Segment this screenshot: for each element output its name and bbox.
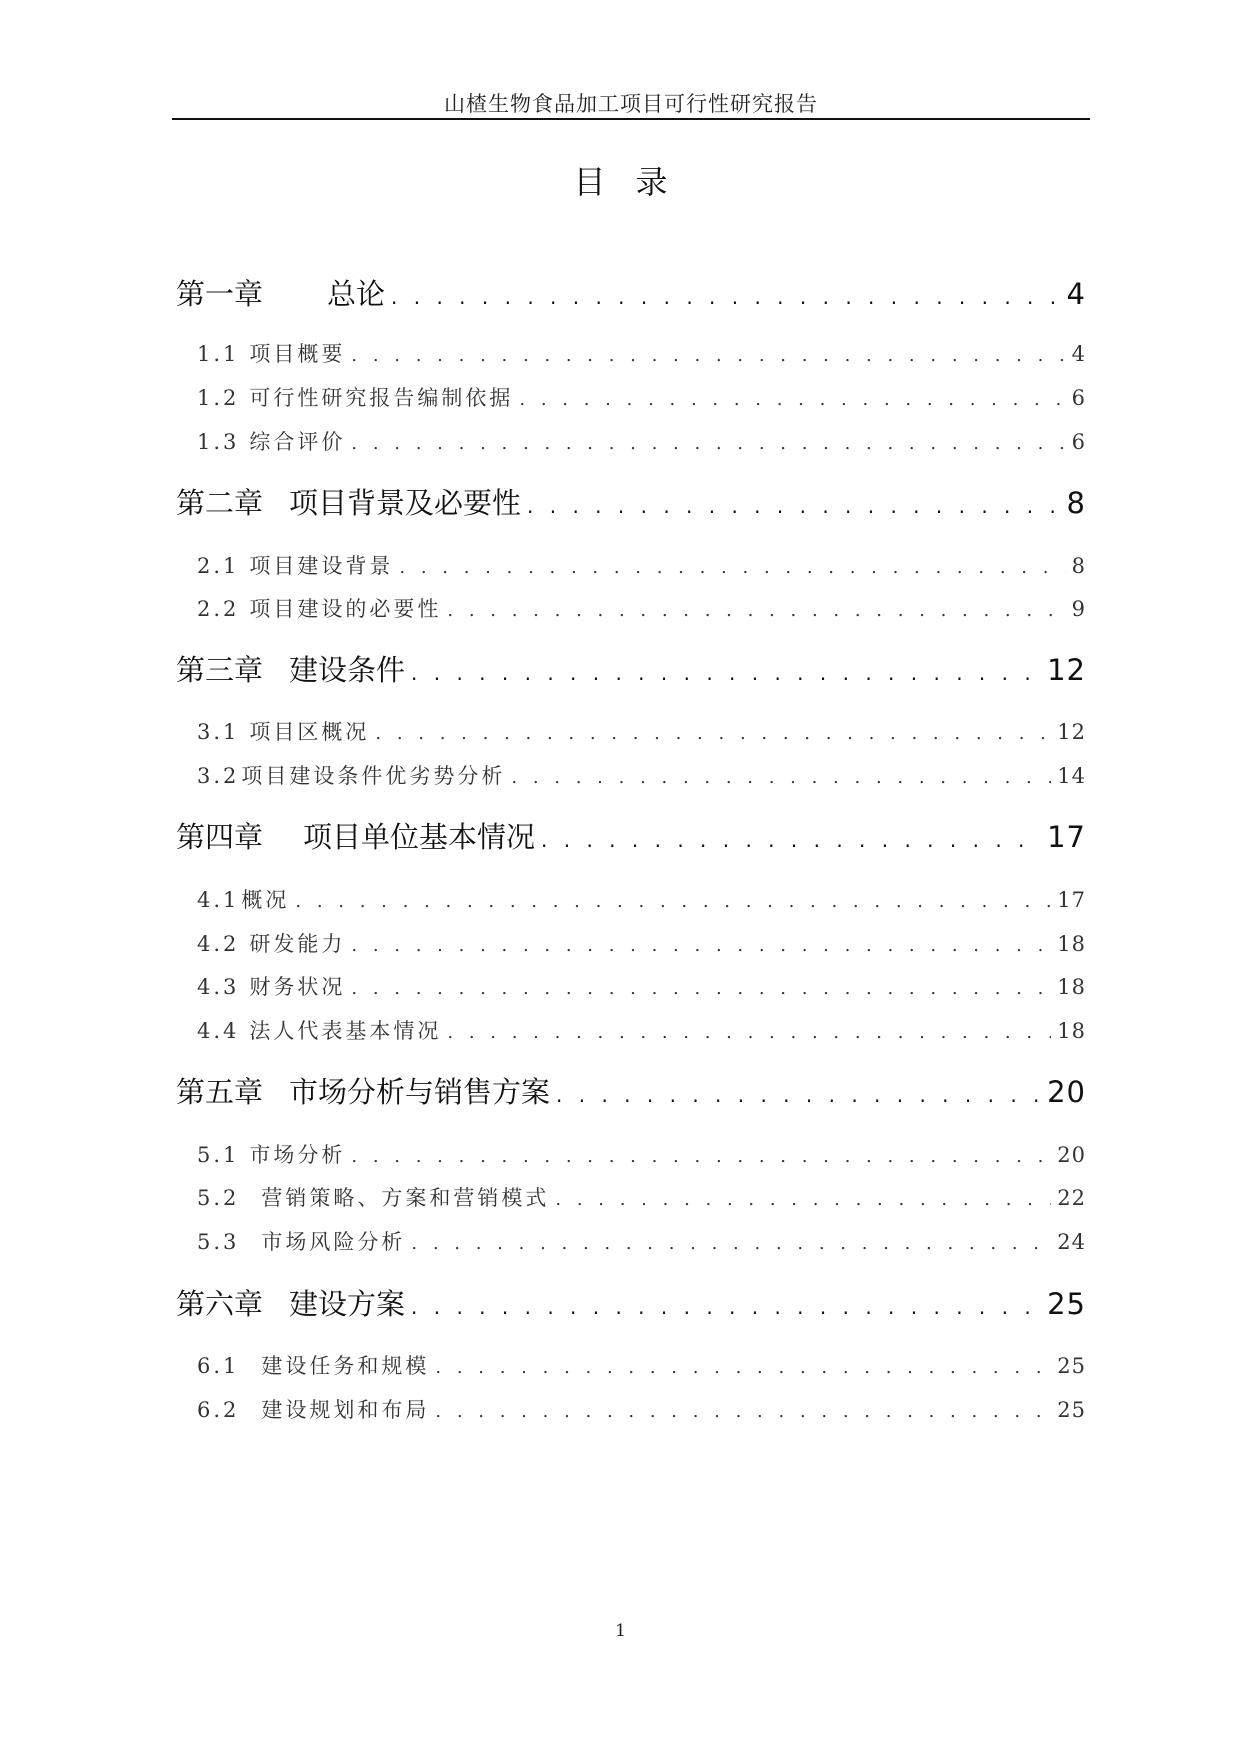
page-number: 18	[1057, 932, 1086, 956]
toc-section-entry[interactable]	[197, 1139, 1086, 1169]
dot-leader	[519, 389, 1065, 410]
section-number: 3.1	[197, 720, 240, 744]
chapter-title: 项目单位基本情况	[303, 820, 536, 854]
section-number: 5.1	[197, 1143, 240, 1167]
page-number: 25	[1057, 1398, 1086, 1422]
toc-chapter-entry[interactable]	[176, 481, 1086, 521]
toc-section-entry[interactable]	[197, 716, 1086, 746]
section-title: 法人代表基本情况	[249, 1019, 442, 1043]
section-title: 项目概要	[249, 342, 346, 366]
chapter-title: 建设条件	[289, 653, 406, 687]
section-title: 市场分析	[249, 1143, 346, 1167]
section-title: 建设任务和规模	[261, 1354, 430, 1378]
toc-chapter-entry[interactable]	[176, 648, 1086, 688]
dot-leader	[351, 935, 1051, 956]
dot-leader	[351, 1146, 1051, 1167]
section-number: 6.1	[197, 1354, 240, 1378]
chapter-title: 项目背景及必要性	[289, 486, 522, 520]
section-number: 4.1	[197, 888, 240, 912]
dot-leader	[351, 345, 1065, 366]
section-number: 5.2	[197, 1186, 240, 1210]
dot-leader	[351, 978, 1051, 999]
dot-leader	[435, 1357, 1051, 1378]
toc-section-entry[interactable]	[197, 1394, 1086, 1424]
page-number: 24	[1057, 1230, 1086, 1254]
page-number: 6	[1071, 386, 1086, 410]
page-number: 12	[1057, 720, 1086, 744]
dot-leader	[391, 285, 1061, 309]
page-number: 8	[1071, 554, 1086, 578]
page-number: 6	[1071, 430, 1086, 454]
page-number: 18	[1057, 1019, 1086, 1043]
dot-leader	[411, 1295, 1041, 1319]
section-number: 1.2	[197, 386, 240, 410]
page-number: 17	[1057, 888, 1086, 912]
page-number: 20	[1047, 1075, 1086, 1109]
section-title: 研发能力	[249, 932, 346, 956]
footer-page-number: 1	[615, 1621, 626, 1641]
section-number: 1.1	[197, 342, 240, 366]
header-divider	[172, 118, 1090, 120]
page-number: 17	[1047, 820, 1086, 854]
toc-section-entry[interactable]	[197, 884, 1086, 914]
page-number: 25	[1047, 1287, 1086, 1321]
page-number: 4	[1066, 277, 1086, 311]
section-number: 3.2	[197, 764, 240, 788]
section-number: 4.4	[197, 1019, 240, 1043]
page-number: 14	[1057, 764, 1086, 788]
toc-section-entry[interactable]	[197, 1015, 1086, 1045]
section-title: 可行性研究报告编制依据	[249, 386, 514, 410]
section-title: 财务状况	[249, 975, 346, 999]
dot-leader	[411, 1233, 1051, 1254]
chapter-number: 第三章	[176, 653, 264, 687]
section-number: 1.3	[197, 430, 240, 454]
dot-leader	[399, 557, 1065, 578]
section-title: 项目建设条件优劣势分析	[241, 764, 506, 788]
page-number: 12	[1047, 653, 1086, 687]
page-number: 25	[1057, 1354, 1086, 1378]
page-number: 18	[1057, 975, 1086, 999]
chapter-title: 建设方案	[289, 1287, 406, 1321]
toc-section-entry[interactable]	[197, 1226, 1086, 1256]
dot-leader	[447, 1022, 1051, 1043]
dot-leader	[541, 828, 1041, 852]
chapter-number: 第二章	[176, 486, 264, 520]
page-number: 9	[1071, 597, 1086, 621]
section-title: 建设规划和布局	[261, 1398, 430, 1422]
page-number: 8	[1066, 486, 1086, 520]
toc-chapter-entry[interactable]	[176, 272, 1086, 312]
section-number: 5.3	[197, 1230, 240, 1254]
toc-section-entry[interactable]	[197, 1182, 1086, 1212]
toc-section-entry[interactable]	[197, 426, 1086, 456]
toc-section-entry[interactable]	[197, 928, 1086, 958]
section-number: 4.3	[197, 975, 240, 999]
toc-section-entry[interactable]	[197, 550, 1086, 580]
toc-section-entry[interactable]	[197, 971, 1086, 1001]
running-header-title: 山楂生物食品加工项目可行性研究报告	[444, 92, 818, 116]
toc-title: 目录	[573, 163, 698, 201]
section-title: 项目建设背景	[249, 554, 394, 578]
dot-leader	[295, 891, 1051, 912]
section-title: 综合评价	[249, 430, 346, 454]
chapter-number: 第四章	[176, 820, 264, 854]
dot-leader	[351, 433, 1065, 454]
dot-leader	[511, 767, 1051, 788]
toc-section-entry[interactable]	[197, 338, 1086, 368]
chapter-number: 第六章	[176, 1287, 264, 1321]
chapter-number: 第五章	[176, 1075, 264, 1109]
section-title: 营销策略、方案和营销模式	[261, 1186, 550, 1210]
section-title: 项目建设的必要性	[249, 597, 442, 621]
toc-chapter-entry[interactable]	[176, 1070, 1086, 1110]
section-number: 4.2	[197, 932, 240, 956]
section-title: 项目区概况	[249, 720, 370, 744]
section-title: 概况	[241, 888, 290, 912]
chapter-title: 市场分析与销售方案	[289, 1075, 551, 1109]
dot-leader	[447, 600, 1065, 621]
dot-leader	[411, 661, 1041, 685]
chapter-title: 总论	[327, 277, 386, 311]
toc-section-entry[interactable]	[197, 593, 1086, 623]
dot-leader	[435, 1401, 1051, 1422]
dot-leader	[555, 1189, 1051, 1210]
page-number: 22	[1057, 1186, 1086, 1210]
page-number: 4	[1071, 342, 1086, 366]
dot-leader	[527, 494, 1061, 518]
chapter-number: 第一章	[176, 277, 264, 311]
dot-leader	[375, 723, 1051, 744]
dot-leader	[556, 1083, 1041, 1107]
toc-section-entry[interactable]	[197, 1350, 1086, 1380]
section-title: 市场风险分析	[261, 1230, 406, 1254]
toc-section-entry[interactable]	[197, 382, 1086, 412]
section-number: 6.2	[197, 1398, 240, 1422]
section-number: 2.2	[197, 597, 240, 621]
toc-section-entry[interactable]	[197, 760, 1086, 790]
page-number: 20	[1057, 1143, 1086, 1167]
section-number: 2.1	[197, 554, 240, 578]
toc-chapter-entry[interactable]	[176, 815, 1086, 855]
toc-chapter-entry[interactable]	[176, 1282, 1086, 1322]
